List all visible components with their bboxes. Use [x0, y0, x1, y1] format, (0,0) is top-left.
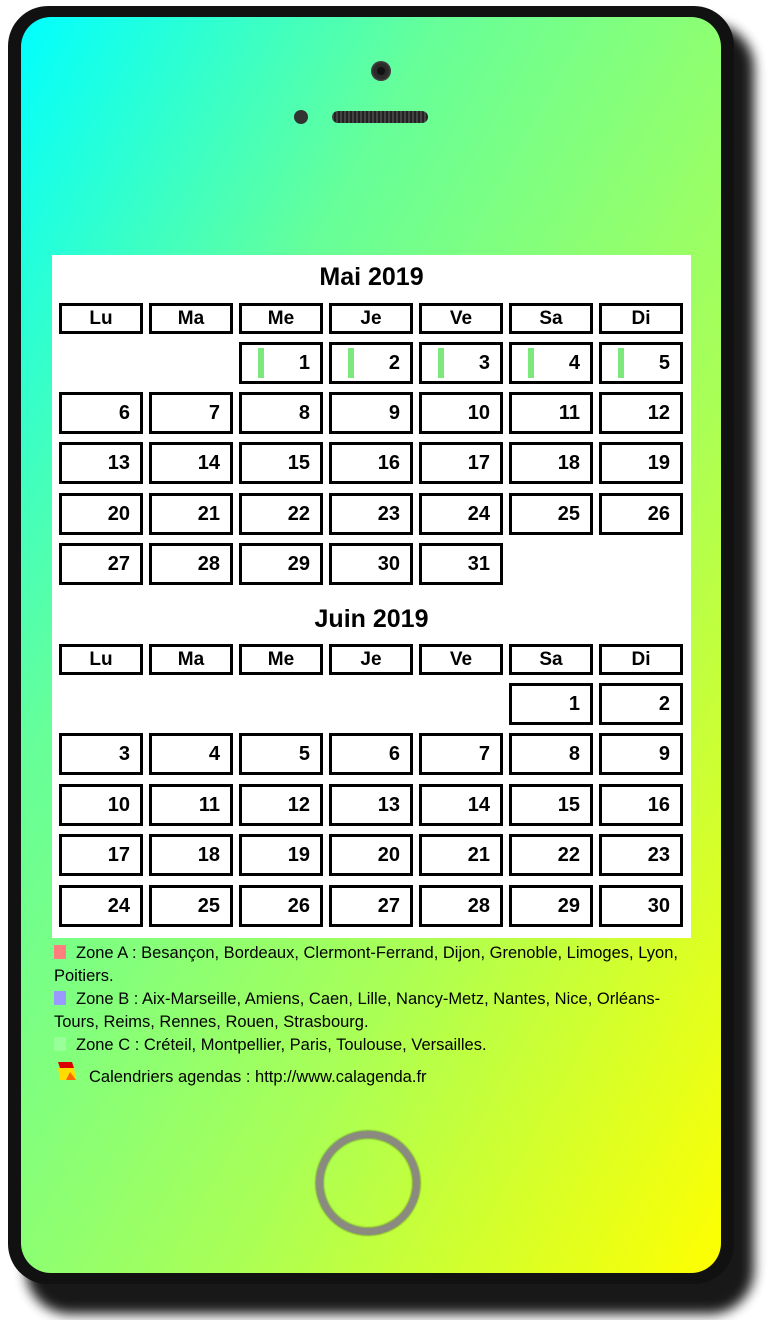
day-number: 5 [658, 352, 670, 374]
day-number: 4 [208, 743, 220, 765]
day-cell[interactable] [149, 392, 233, 434]
weekday-header: Je [329, 644, 413, 675]
day-cell[interactable] [599, 342, 683, 384]
day-number: 18 [197, 844, 220, 866]
day-number: 6 [118, 402, 130, 424]
day-number: 31 [467, 553, 490, 575]
home-button[interactable] [316, 1131, 420, 1235]
day-number: 25 [557, 503, 580, 525]
day-number: 11 [198, 794, 220, 816]
day-cell[interactable] [149, 493, 233, 535]
day-cell[interactable] [59, 442, 143, 484]
day-cell[interactable] [329, 493, 413, 535]
day-cell[interactable] [599, 733, 683, 775]
day-number: 24 [107, 895, 130, 917]
day-number: 29 [287, 553, 310, 575]
day-number: 27 [107, 553, 130, 575]
legend-zone-b [54, 988, 694, 1034]
day-cell[interactable] [59, 543, 143, 585]
day-number: 14 [197, 452, 220, 474]
zone-a-swatch-icon [54, 945, 66, 959]
day-number: 17 [107, 844, 130, 866]
day-number: 2 [388, 352, 400, 374]
day-number: 12 [287, 794, 310, 816]
day-number: 12 [647, 402, 670, 424]
legend-zone-a [54, 942, 694, 988]
day-number: 29 [557, 895, 580, 917]
day-cell[interactable] [329, 392, 413, 434]
zone-b-swatch-icon [54, 991, 66, 1005]
day-number: 17 [467, 452, 490, 474]
weekday-header: Lu [59, 303, 143, 334]
vacation-zone-c-marker [618, 348, 624, 378]
footer [56, 1066, 427, 1088]
day-number: 16 [647, 794, 670, 816]
day-number: 6 [388, 743, 400, 765]
day-cell[interactable] [59, 885, 143, 927]
vacation-zone-c-marker [348, 348, 354, 378]
day-number: 15 [557, 794, 580, 816]
day-number: 8 [298, 402, 310, 424]
month-title: Juin 2019 [314, 605, 429, 633]
day-cell[interactable] [419, 342, 503, 384]
day-number: 11 [558, 402, 580, 424]
day-number: 8 [568, 743, 580, 765]
day-cell[interactable] [239, 885, 323, 927]
weekday-header: Ve [419, 644, 503, 675]
day-cell[interactable] [239, 342, 323, 384]
day-number: 20 [377, 844, 400, 866]
weekday-header: Me [239, 644, 323, 675]
day-number: 4 [568, 352, 580, 374]
vacation-zone-c-marker [438, 348, 444, 378]
day-number: 3 [118, 743, 130, 765]
day-number: 3 [478, 352, 490, 374]
day-cell[interactable] [149, 543, 233, 585]
day-number: 2 [658, 693, 670, 715]
day-number: 7 [478, 743, 490, 765]
day-cell[interactable] [329, 885, 413, 927]
day-number: 19 [287, 844, 310, 866]
legend-zone-c [54, 1034, 694, 1057]
day-number: 14 [467, 794, 490, 816]
day-cell[interactable] [59, 392, 143, 434]
legend-zone-b-text: Zone B : Aix-Marseille, Amiens, Caen, Lille, Nancy-Metz, Nantes, Nice, Orléans-Tours, Reims, Rennes, Rouen, Strasbourg. [54, 990, 661, 1031]
day-number: 25 [197, 895, 220, 917]
day-number: 16 [377, 452, 400, 474]
day-number: 23 [647, 844, 670, 866]
legend-zone-c-text: Zone C : Créteil, Montpellier, Paris, Toulouse, Versailles. [76, 1036, 487, 1054]
day-number: 19 [647, 452, 670, 474]
weekday-header: Je [329, 303, 413, 334]
month-title: Mai 2019 [319, 263, 424, 291]
calendar-card [52, 255, 691, 938]
calagenda-link[interactable]: Calendriers agendas : http://www.calagenda.fr [89, 1068, 427, 1086]
day-cell[interactable] [599, 885, 683, 927]
day-number: 5 [298, 743, 310, 765]
weekday-header: Lu [59, 644, 143, 675]
weekday-header: Ma [149, 303, 233, 334]
day-number: 22 [557, 844, 580, 866]
day-cell[interactable] [419, 543, 503, 585]
day-cell[interactable] [419, 834, 503, 876]
day-number: 30 [377, 553, 400, 575]
day-number: 27 [377, 895, 400, 917]
day-number: 18 [557, 452, 580, 474]
weekday-header: Sa [509, 303, 593, 334]
day-cell[interactable] [149, 733, 233, 775]
day-cell[interactable] [329, 342, 413, 384]
day-cell[interactable] [599, 442, 683, 484]
day-cell[interactable] [509, 733, 593, 775]
day-number: 28 [467, 895, 490, 917]
day-cell[interactable] [59, 493, 143, 535]
day-cell[interactable] [509, 885, 593, 927]
day-number: 23 [377, 503, 400, 525]
day-number: 10 [467, 402, 490, 424]
day-number: 1 [568, 693, 580, 715]
sensor-icon [294, 110, 308, 124]
day-cell[interactable] [239, 733, 323, 775]
weekday-header: Di [599, 303, 683, 334]
day-cell[interactable] [509, 442, 593, 484]
day-number: 20 [107, 503, 130, 525]
weekday-header: Ma [149, 644, 233, 675]
vacation-zone-c-marker [528, 348, 534, 378]
day-cell[interactable] [329, 733, 413, 775]
zone-c-swatch-icon [54, 1037, 66, 1051]
day-number: 21 [467, 844, 490, 866]
day-cell[interactable] [419, 784, 503, 826]
day-number: 13 [377, 794, 400, 816]
day-cell[interactable] [509, 834, 593, 876]
day-cell[interactable] [239, 543, 323, 585]
weekday-header: Di [599, 644, 683, 675]
day-cell[interactable] [329, 442, 413, 484]
day-cell[interactable] [239, 784, 323, 826]
day-cell[interactable] [59, 834, 143, 876]
day-cell[interactable] [59, 784, 143, 826]
day-number: 26 [647, 503, 670, 525]
day-number: 24 [467, 503, 490, 525]
day-cell[interactable] [419, 493, 503, 535]
vacation-zone-c-marker [258, 348, 264, 378]
day-cell[interactable] [239, 392, 323, 434]
day-number: 26 [287, 895, 310, 917]
day-cell[interactable] [239, 834, 323, 876]
day-cell[interactable] [419, 392, 503, 434]
day-cell[interactable] [599, 784, 683, 826]
day-number: 10 [107, 794, 130, 816]
day-cell[interactable] [329, 784, 413, 826]
weekday-header: Sa [509, 644, 593, 675]
day-cell[interactable] [419, 885, 503, 927]
day-cell[interactable] [59, 733, 143, 775]
day-cell[interactable] [149, 442, 233, 484]
day-number: 21 [197, 503, 220, 525]
day-cell[interactable] [599, 392, 683, 434]
day-number: 1 [298, 352, 310, 374]
day-number: 9 [658, 743, 670, 765]
weekday-header: Me [239, 303, 323, 334]
day-cell[interactable] [599, 493, 683, 535]
day-cell[interactable] [419, 733, 503, 775]
day-cell[interactable] [239, 442, 323, 484]
day-number: 30 [647, 895, 670, 917]
day-cell[interactable] [509, 493, 593, 535]
day-number: 22 [287, 503, 310, 525]
day-cell[interactable] [149, 834, 233, 876]
day-cell[interactable] [149, 885, 233, 927]
day-cell[interactable] [509, 784, 593, 826]
day-cell[interactable] [329, 834, 413, 876]
zone-legend [54, 942, 694, 1057]
day-cell[interactable] [239, 493, 323, 535]
day-number: 13 [107, 452, 130, 474]
day-cell[interactable] [599, 683, 683, 725]
day-cell[interactable] [419, 442, 503, 484]
speaker-grille [332, 111, 428, 123]
day-number: 9 [388, 402, 400, 424]
day-cell[interactable] [509, 392, 593, 434]
day-cell[interactable] [599, 834, 683, 876]
camera-icon [371, 61, 391, 81]
calagenda-logo-icon [56, 1060, 78, 1082]
day-number: 7 [208, 402, 220, 424]
weekday-header: Ve [419, 303, 503, 334]
legend-zone-a-text: Zone A : Besançon, Bordeaux, Clermont-Ferrand, Dijon, Grenoble, Limoges, Lyon, Poitiers. [54, 944, 678, 985]
day-cell[interactable] [149, 784, 233, 826]
day-number: 28 [197, 553, 220, 575]
day-number: 15 [287, 452, 310, 474]
day-cell[interactable] [329, 543, 413, 585]
day-cell[interactable] [509, 683, 593, 725]
day-cell[interactable] [509, 342, 593, 384]
